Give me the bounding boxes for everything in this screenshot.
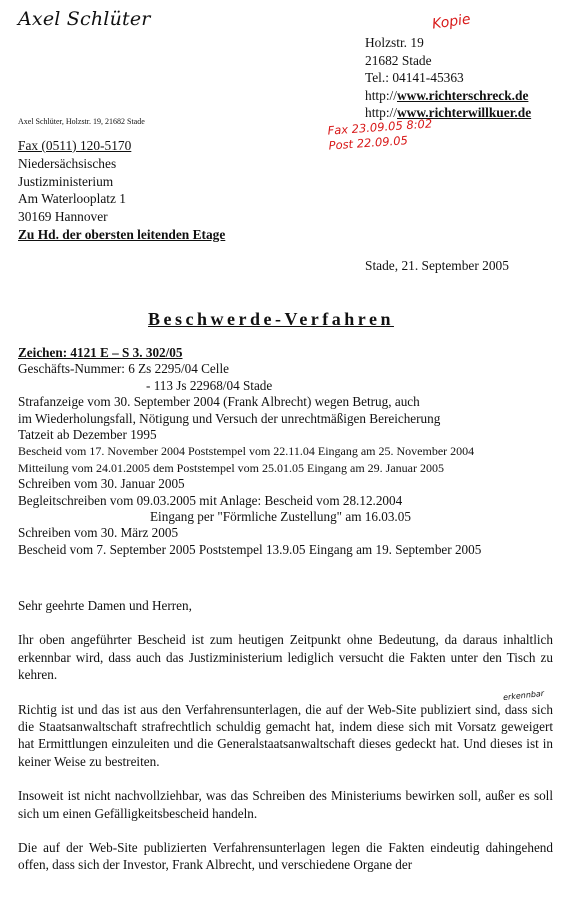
ref-tatzeit: Tatzeit ab Dezember 1995	[18, 427, 157, 443]
ref-strafanzeige: Strafanzeige vom 30. September 2004 (Frank Albrecht) wegen Betrug, auch	[18, 394, 420, 410]
sender-city: 21682 Stade	[365, 52, 432, 68]
handwritten-fax-note	[327, 116, 434, 153]
recipient-attention: Zu Hd. der obersten leitenden Etage	[18, 226, 226, 242]
url-1-prefix: http://	[365, 87, 397, 103]
recipient-line-2: Justizministerium	[18, 173, 114, 189]
ref-strafanzeige-2: im Wiederholungsfall, Nötigung und Versuch der unrechtmäßigen Bereicherung	[18, 410, 441, 426]
fax-note-line-1: Fax 23.09.05 8:02	[327, 116, 433, 138]
sender-address	[365, 34, 531, 122]
sender-url-1[interactable]	[365, 87, 531, 105]
recipient-address	[18, 137, 225, 244]
sender-return-line: Axel Schlüter, Holzstr. 19, 21682 Stade	[18, 117, 145, 126]
recipient-line-3: Am Waterlooplatz 1	[18, 191, 127, 207]
fax-note-line-2: Post 22.09.05	[328, 133, 409, 153]
recipient-line-1: Niedersächsisches	[18, 155, 117, 171]
paragraph-2: Richtig ist und das ist aus den Verfahrensunterlagen, die auf der Web-Site publiziert sind, dass sich die Staatsanwaltschaft strafrechtlich schuldig gemacht hat, indem diese sich mit Vorsatz geweigert hat Ermittlungen einzuleiten und die Generalstaatsanwaltschaft dieses gedeckt hat. Und dieses ist in keiner Weise zu bestreiten.	[18, 701, 553, 769]
ref-eingang: Eingang per "Förmliche Zustellung" am 16.03.05	[150, 509, 411, 525]
ref-schreiben-1: Schreiben vom 30. Januar 2005	[18, 476, 185, 492]
ref-bescheid-2: Bescheid vom 7. September 2005 Poststempel 13.9.05 Eingang am 19. September 2005	[18, 541, 482, 557]
ref-geschaeftsnummer-2: - 113 Js 22968/04 Stade	[146, 377, 273, 393]
ref-zeichen: Zeichen: 4121 E – S 3. 302/05	[18, 345, 183, 360]
letter-body	[18, 597, 553, 891]
paragraph-4: Die auf der Web-Site publizierten Verfahrensunterlagen legen die Fakten eindeutig dahingehend offen, dass sich der Investor, Frank Albrecht, und verschiedene Organe der	[18, 840, 553, 873]
ref-schreiben-2: Schreiben vom 30. März 2005	[18, 525, 179, 541]
url-2-prefix: http://	[365, 105, 397, 121]
url-1-link[interactable]: www.richterschreck.de	[397, 87, 529, 103]
paragraph-1: Ihr oben angeführter Bescheid ist zum heutigen Zeitpunkt ohne Bedeutung, da daraus inhaltlich erkennbar wird, dass auch das Justizministerium lediglich versucht die Fakten unter den Tisch zu kehren.	[18, 632, 553, 683]
reference-block	[18, 345, 558, 558]
ref-bescheid-1: Bescheid vom 17. November 2004 Poststempel vom 22.11.04 Eingang am 25. November 2004	[18, 444, 475, 459]
url-2-link[interactable]: www.richterwillkuer.de	[397, 105, 532, 121]
ref-geschaeftsnummer: Geschäfts-Nummer: 6 Zs 2295/04 Celle	[18, 361, 229, 377]
ref-begleitschreiben: Begleitschreiben vom 09.03.2005 mit Anlage: Bescheid vom 28.12.2004	[18, 492, 403, 508]
ref-mitteilung: Mitteilung vom 24.01.2005 dem Poststempel vom 25.01.05 Eingang am 29. Januar 2005	[18, 460, 444, 475]
handwritten-kopie-note: Kopie	[431, 11, 472, 33]
handwritten-insert: erkennbar	[502, 688, 545, 703]
salutation: Sehr geehrte Damen und Herren,	[18, 598, 192, 613]
sender-phone: Tel.: 04141-45363	[365, 70, 464, 86]
author-name: Axel Schlüter	[18, 8, 151, 30]
sender-street: Holzstr. 19	[365, 35, 424, 50]
recipient-fax: Fax (0511) 120-5170	[18, 138, 132, 153]
letter-date: Stade, 21. September 2005	[365, 258, 509, 273]
letter-title: Beschwerde-Verfahren	[148, 309, 394, 329]
paragraph-3: Insoweit ist nicht nachvollziehbar, was das Schreiben des Ministeriums bewirken soll, außer es soll sich um einen Gefälligkeitsbescheid handeln.	[18, 788, 553, 821]
recipient-line-4: 30169 Hannover	[18, 209, 108, 225]
